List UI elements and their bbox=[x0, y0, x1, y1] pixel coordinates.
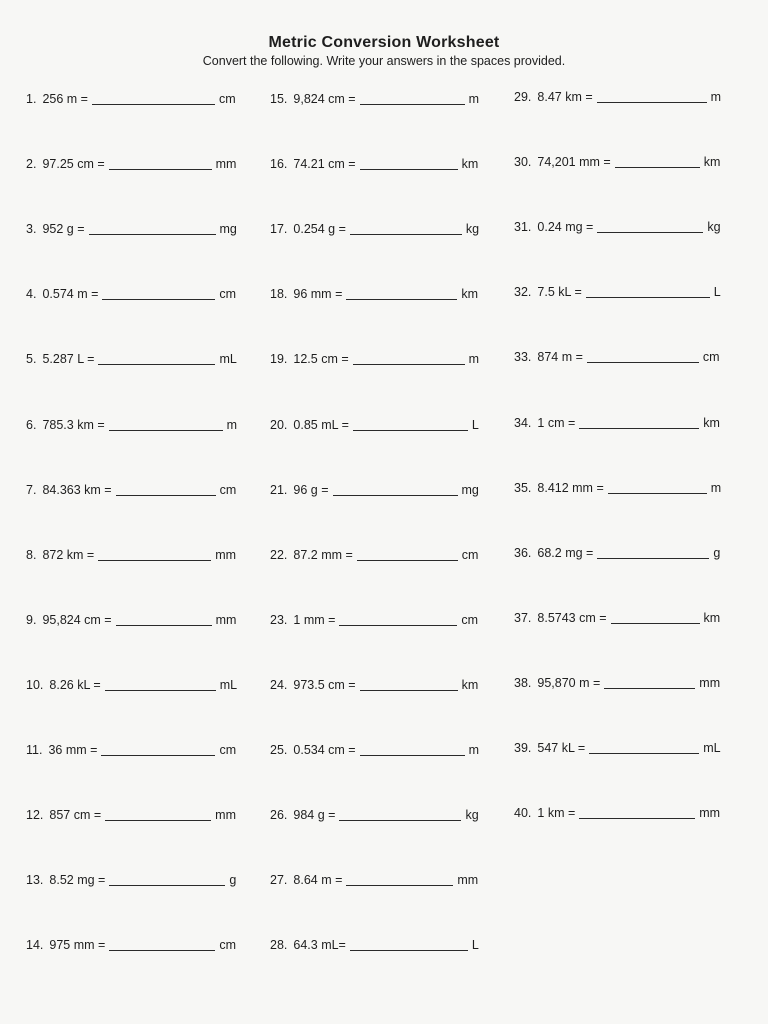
answer-blank[interactable] bbox=[109, 873, 225, 886]
problem-number: 13. bbox=[26, 873, 44, 888]
problem-row bbox=[26, 676, 237, 692]
answer-blank[interactable] bbox=[597, 546, 709, 559]
problem-expression: 8.5743 cm = bbox=[537, 610, 607, 625]
answer-blank[interactable] bbox=[350, 222, 462, 235]
problem-expression: 96 g = bbox=[293, 482, 329, 497]
problem-row bbox=[270, 936, 479, 952]
problem-expression: 0.254 g = bbox=[293, 222, 346, 237]
target-unit: m bbox=[710, 480, 722, 495]
problem-expression: 0.534 cm = bbox=[293, 743, 356, 757]
answer-blank[interactable] bbox=[350, 938, 468, 951]
target-unit: cm bbox=[461, 547, 479, 562]
target-unit: cm bbox=[219, 287, 237, 302]
target-unit: m bbox=[468, 352, 480, 367]
target-unit: mL bbox=[219, 352, 237, 367]
answer-blank[interactable] bbox=[360, 743, 465, 756]
problem-expression: 36 mm = bbox=[48, 743, 98, 757]
problem-number: 18. bbox=[270, 287, 288, 302]
answer-blank[interactable] bbox=[353, 352, 465, 365]
answer-blank[interactable] bbox=[346, 873, 453, 886]
problem-expression: 8.47 km = bbox=[537, 90, 593, 104]
answer-blank[interactable] bbox=[116, 483, 216, 496]
answer-blank[interactable] bbox=[357, 548, 458, 561]
problem-expression: 872 km = bbox=[42, 547, 95, 562]
answer-blank[interactable] bbox=[109, 157, 212, 170]
problem-expression: 95,824 cm = bbox=[42, 612, 112, 627]
problem-row bbox=[26, 155, 236, 171]
problem-row bbox=[26, 220, 237, 236]
problem-row bbox=[270, 676, 478, 692]
answer-blank[interactable] bbox=[109, 418, 223, 431]
problem-row bbox=[514, 479, 721, 495]
problem-row bbox=[270, 741, 479, 757]
problem-number: 38. bbox=[514, 675, 532, 690]
problem-number: 24. bbox=[270, 677, 288, 692]
problem-expression: 256 m = bbox=[42, 92, 88, 106]
problem-expression: 8.64 m = bbox=[293, 873, 343, 888]
problem-number: 31. bbox=[514, 220, 532, 235]
worksheet-instructions: Convert the following. Write your answers in the spaces provided. bbox=[202, 54, 566, 68]
problem-expression: 0.24 mg = bbox=[537, 220, 594, 235]
target-unit: m bbox=[468, 743, 480, 757]
problem-row bbox=[514, 218, 721, 234]
problem-expression: 8.412 mm = bbox=[537, 480, 604, 495]
problem-row bbox=[26, 416, 237, 432]
problem-number: 9. bbox=[26, 612, 37, 627]
problem-row bbox=[270, 285, 478, 301]
problem-row bbox=[270, 90, 479, 106]
target-unit: mm bbox=[215, 808, 236, 823]
problem-expression: 874 m = bbox=[537, 350, 583, 365]
problem-expression: 64.3 mL= bbox=[293, 938, 346, 953]
problem-number: 6. bbox=[26, 417, 37, 432]
problem-row bbox=[514, 283, 721, 299]
problem-row bbox=[270, 155, 478, 171]
target-unit: km bbox=[461, 157, 479, 172]
worksheet-title: Metric Conversion Worksheet bbox=[268, 34, 500, 51]
problem-row bbox=[270, 481, 479, 497]
problem-expression: 5.287 L = bbox=[42, 352, 95, 367]
problem-row bbox=[270, 871, 478, 887]
answer-blank[interactable] bbox=[579, 416, 699, 429]
problem-row bbox=[270, 416, 479, 432]
target-unit: mg bbox=[219, 222, 237, 237]
answer-blank[interactable] bbox=[597, 220, 703, 233]
answer-blank[interactable] bbox=[339, 613, 457, 626]
target-unit: mm bbox=[457, 873, 479, 888]
problem-row bbox=[270, 220, 479, 236]
problem-row bbox=[26, 871, 236, 887]
problem-row bbox=[26, 936, 236, 952]
problem-number: 34. bbox=[514, 415, 532, 430]
answer-blank[interactable] bbox=[615, 155, 700, 168]
problem-number: 26. bbox=[270, 808, 288, 823]
problem-expression: 96 mm = bbox=[293, 287, 343, 302]
problem-expression: 7.5 kL = bbox=[537, 285, 582, 300]
problem-number: 21. bbox=[270, 482, 288, 497]
problem-expression: 84.363 km = bbox=[42, 482, 112, 497]
target-unit: km bbox=[703, 610, 721, 625]
problem-row bbox=[514, 544, 720, 560]
problem-row bbox=[514, 609, 720, 625]
problem-number: 33. bbox=[514, 350, 532, 365]
problem-expression: 95,870 m = bbox=[537, 675, 601, 690]
problem-number: 28. bbox=[270, 938, 288, 953]
problem-expression: 0.85 mL = bbox=[293, 417, 349, 432]
problem-expression: 973.5 cm = bbox=[293, 677, 356, 692]
answer-blank[interactable] bbox=[98, 548, 211, 561]
target-unit: g bbox=[713, 545, 721, 560]
problem-number: 11. bbox=[26, 743, 43, 757]
answer-blank[interactable] bbox=[92, 92, 215, 105]
problem-expression: 547 kL = bbox=[537, 741, 586, 755]
answer-blank[interactable] bbox=[360, 92, 465, 105]
answer-blank[interactable] bbox=[360, 157, 458, 170]
problem-expression: 975 mm = bbox=[49, 938, 106, 953]
problem-row bbox=[26, 285, 236, 301]
target-unit: mm bbox=[699, 806, 721, 821]
answer-blank[interactable] bbox=[611, 611, 700, 624]
target-unit: cm bbox=[219, 743, 237, 757]
target-unit: mm bbox=[215, 547, 237, 562]
answer-blank[interactable] bbox=[587, 350, 699, 363]
target-unit: mm bbox=[215, 612, 237, 627]
problem-number: 3. bbox=[26, 222, 37, 237]
target-unit: km bbox=[461, 287, 479, 302]
problem-row bbox=[514, 804, 720, 820]
problem-number: 20. bbox=[270, 417, 288, 432]
answer-blank[interactable] bbox=[102, 287, 215, 300]
target-unit: m bbox=[226, 417, 238, 432]
problem-number: 32. bbox=[514, 285, 532, 300]
problem-expression: 97.25 cm = bbox=[42, 157, 105, 172]
problem-expression: 12.5 cm = bbox=[293, 352, 349, 367]
answer-blank[interactable] bbox=[105, 678, 216, 691]
target-unit: cm bbox=[219, 482, 237, 497]
target-unit: cm bbox=[702, 350, 720, 365]
target-unit: cm bbox=[218, 92, 236, 106]
problem-expression: 74,201 mm = bbox=[537, 155, 611, 170]
target-unit: mm bbox=[699, 675, 721, 690]
target-unit: mm bbox=[215, 157, 237, 172]
problem-number: 5. bbox=[26, 352, 37, 367]
problem-row bbox=[26, 806, 236, 822]
problem-number: 10. bbox=[26, 677, 44, 692]
target-unit: cm bbox=[219, 938, 236, 953]
problem-expression: 8.26 kL = bbox=[49, 677, 101, 692]
answer-blank[interactable] bbox=[333, 483, 458, 496]
answer-blank[interactable] bbox=[116, 613, 212, 626]
problem-expression: 1 km = bbox=[537, 806, 576, 821]
problem-number: 29. bbox=[514, 90, 532, 104]
problem-expression: 8.52 mg = bbox=[49, 873, 106, 888]
problem-row bbox=[270, 350, 479, 366]
target-unit: m bbox=[710, 90, 722, 104]
problem-number: 30. bbox=[514, 155, 532, 170]
target-unit: m bbox=[468, 92, 480, 106]
problem-number: 14. bbox=[26, 938, 44, 953]
answer-blank[interactable] bbox=[597, 90, 707, 103]
problem-expression: 785.3 km = bbox=[42, 417, 105, 432]
problem-number: 16. bbox=[270, 157, 288, 172]
problem-row bbox=[514, 348, 720, 364]
target-unit: L bbox=[471, 938, 479, 953]
problem-number: 36. bbox=[514, 545, 532, 560]
problem-number: 19. bbox=[270, 352, 288, 367]
problem-expression: 857 cm = bbox=[49, 808, 102, 823]
target-unit: kg bbox=[465, 222, 480, 237]
problem-number: 25. bbox=[270, 743, 288, 757]
target-unit: kg bbox=[465, 808, 479, 823]
problem-number: 17. bbox=[270, 222, 288, 237]
answer-blank[interactable] bbox=[360, 678, 458, 691]
problem-number: 37. bbox=[514, 610, 532, 625]
problem-expression: 0.574 m = bbox=[42, 287, 99, 302]
problem-expression: 984 g = bbox=[293, 808, 336, 823]
target-unit: L bbox=[713, 285, 721, 300]
problem-row bbox=[26, 546, 236, 562]
problem-row bbox=[26, 481, 236, 497]
problem-number: 4. bbox=[26, 287, 37, 302]
target-unit: km bbox=[703, 155, 721, 170]
problem-row bbox=[514, 674, 720, 690]
answer-blank[interactable] bbox=[346, 287, 457, 300]
problem-row bbox=[514, 739, 721, 755]
answer-blank[interactable] bbox=[589, 741, 699, 754]
problem-expression: 68.2 mg = bbox=[537, 545, 594, 560]
answer-blank[interactable] bbox=[109, 938, 215, 951]
problem-row bbox=[514, 153, 720, 169]
problem-row bbox=[270, 546, 478, 562]
target-unit: km bbox=[461, 677, 479, 692]
answer-blank[interactable] bbox=[105, 808, 211, 821]
problem-number: 27. bbox=[270, 873, 288, 888]
target-unit: g bbox=[229, 873, 237, 888]
problem-row bbox=[270, 806, 479, 822]
answer-blank[interactable] bbox=[353, 418, 468, 431]
problem-number: 1. bbox=[26, 92, 37, 106]
answer-blank[interactable] bbox=[89, 222, 216, 235]
answer-blank[interactable] bbox=[101, 743, 215, 756]
problem-row bbox=[514, 88, 721, 104]
problem-number: 15. bbox=[270, 92, 288, 106]
problem-expression: 87.2 mm = bbox=[293, 547, 353, 562]
problem-number: 12. bbox=[26, 808, 44, 823]
problem-row bbox=[270, 611, 478, 627]
target-unit: mL bbox=[219, 677, 238, 692]
answer-blank[interactable] bbox=[586, 285, 710, 298]
problem-expression: 74.21 cm = bbox=[293, 157, 356, 172]
problem-number: 39. bbox=[514, 741, 532, 755]
problem-row bbox=[26, 350, 237, 366]
answer-blank[interactable] bbox=[339, 808, 461, 821]
target-unit: mL bbox=[703, 741, 721, 755]
problem-expression: 9,824 cm = bbox=[293, 92, 356, 106]
target-unit: mg bbox=[461, 482, 479, 497]
answer-blank[interactable] bbox=[604, 676, 695, 689]
answer-blank[interactable] bbox=[608, 481, 707, 494]
target-unit: cm bbox=[461, 612, 479, 627]
answer-blank[interactable] bbox=[98, 352, 215, 365]
problem-row bbox=[514, 414, 720, 430]
target-unit: kg bbox=[707, 220, 721, 235]
target-unit: km bbox=[703, 415, 720, 430]
problem-number: 35. bbox=[514, 480, 532, 495]
problem-number: 2. bbox=[26, 157, 37, 172]
target-unit: L bbox=[471, 417, 479, 432]
problem-row bbox=[26, 90, 236, 106]
problem-number: 22. bbox=[270, 547, 288, 562]
problem-row bbox=[26, 741, 236, 757]
answer-blank[interactable] bbox=[579, 806, 695, 819]
problem-expression: 1 cm = bbox=[537, 415, 576, 430]
problem-number: 8. bbox=[26, 547, 37, 562]
problem-expression: 952 g = bbox=[42, 222, 85, 237]
problem-number: 23. bbox=[270, 612, 288, 627]
problem-row bbox=[26, 611, 236, 627]
problem-number: 7. bbox=[26, 482, 37, 497]
problem-expression: 1 mm = bbox=[293, 612, 336, 627]
problem-number: 40. bbox=[514, 806, 532, 821]
